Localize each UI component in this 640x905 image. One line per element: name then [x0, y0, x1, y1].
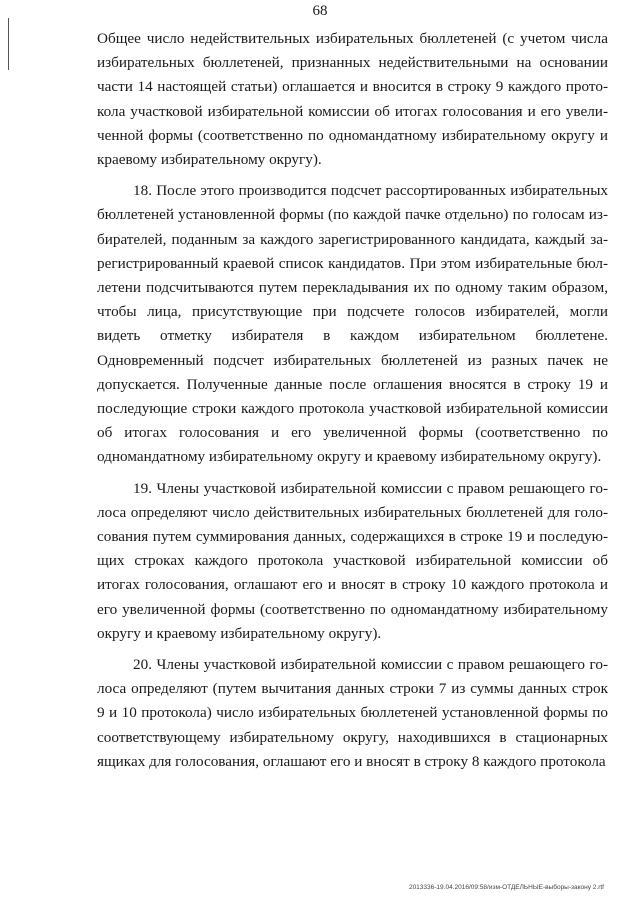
paragraph-continuation: Общее число недействительных избирательных бюллетеней (с учетом числа избирательных бюллетеней, признанных недействительными на основании части 14 настоящей статьи) оглашается и вносится в строку 9 каждого протокола участковой избирательной комиссии об итогах голосования и его увеличенной формы (соответственно по одномандатному избирательному округу и краевому избирательному округу).	[97, 30, 608, 169]
paragraph-20: 20. Члены участковой избирательной комиссии с правом решающего голоса определяют (путем вычитания данных строки 7 из суммы данных строк 9 и 10 протокола) число избирательных бюллетеней установленной формы по соответствующему избирательному округу, находившихся в стационарных ящиках для голосования, оглашают его и вносят в строку 8 каждого протокола	[97, 656, 608, 770]
page-number: 68	[312, 3, 328, 19]
footer-file-path: 2013336-19.04.2016/09:58/изм-ОТДЕЛЬНЫЕ-выборы-закону 2.rtf	[408, 884, 604, 891]
paragraph-19: 19. Члены участковой избирательной комиссии с правом решающего голоса определяют число действительных избирательных бюллетеней для голосования путем суммирования данных, содержащихся в строке 19 и последующих строках каждого протокола участковой избирательной комиссии об итогах голосования, оглашают его и вносят в строку 10 каждого протокола и его увеличенной формы (соответственно по одномандатному избирательному округу и краевому избирательному округу).	[97, 479, 608, 642]
document-body	[97, 27, 608, 774]
scan-margin-line	[8, 18, 9, 70]
paragraph-18: 18. После этого производится подсчет рассортированных избирательных бюллетеней установленной формы (по каждой пачке отдельно) по голосам избирателей, поданным за каждого зарегистрированного кандидата, каждый зарегистрированный краевой список кандидатов. При этом избирательные бюллетени подсчитываются путем перекладывания их по одному таким образом, чтобы лица, присутствующие при подсчете голосов избирателей, могли видеть отметку избирателя в каждом избирательном бюллетене. Одновременный подсчет избирательных бюллетеней из разных пачек не допускается. Полученные данные после оглашения вносятся в строку 19 и последующие строки каждого протокола участковой избирательной комиссии об итогах голосования и его увеличенной формы (соответственно по одномандатному избирательному округу и краевому избирательному округу).	[97, 182, 608, 466]
